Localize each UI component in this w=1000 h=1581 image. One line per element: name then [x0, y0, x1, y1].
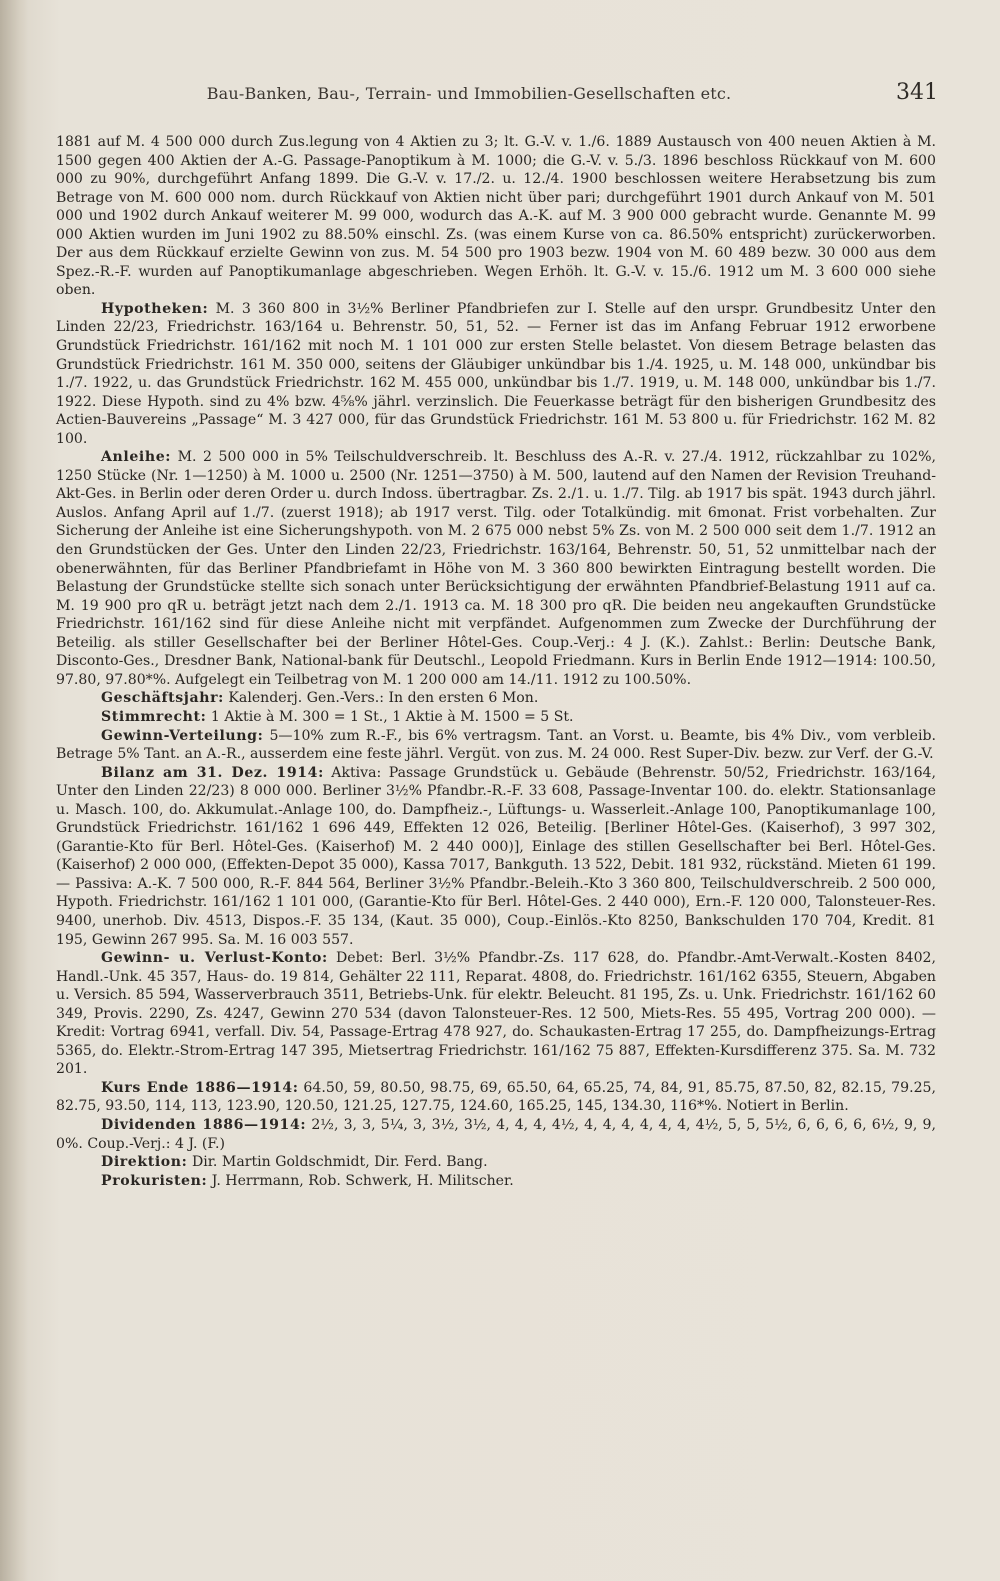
paragraph-text: 5—10% zum R.-F., bis 6% vertragsm. Tant. an Vorst. u. Beamte, bis 4% Div., vom verbleib. Betrage 5% Tant. an A.-R., ausserdem eine feste jährl. Vergüt. von zus. M. 24 000. Rest Super-Div. bezw. zur Verf. der G.-V. [56, 727, 937, 763]
paragraph-dividenden [56, 1116, 936, 1153]
paragraph-label: Anleihe: [101, 449, 172, 466]
paragraph-kurs [56, 1079, 936, 1116]
paragraph-hypotheken [56, 300, 936, 448]
paragraph-text: M. 3 360 800 in 3½% Berliner Pfandbriefen zur I. Stelle auf den urspr. Grundbesitz Unter den Linden 22/23, Friedrichstr. 163/164 u. Behrenstr. 50, 51, 52. — Ferner ist das im Anfang Februar 1912 erworbene Grundstück Friedrichstr. 161/162 mit noch M. 1 101 000 zur ersten Stelle belastet. Von diesem Betrage belasten das Grundstück Friedrichstr. 161 M. 350 000, seitens der Gläubiger unkündbar bis 1./4. 1925, u. M. 148 000, unkündbar bis 1./7. 1922, u. das Grundstück Friedrichstr. 162 M. 455 000, unkündbar bis 1./7. 1919, u. M. 148 000, unkündbar bis 1./7. 1922. Diese Hypoth. sind zu 4% bzw. 4⅝% jährl. verzinslich. Die Feuerkasse beträgt für den bisherigen Grundbesitz des Actien-Bauvereins „Passage“ M. 3 427 000, für das Grundstück Friedrichstr. 161 M. 53 800 u. für Friedrichstr. 162 M. 82 100. [56, 300, 936, 447]
paragraph-label: Prokuristen: [101, 1172, 208, 1189]
paragraph-label: Hypotheken: [101, 300, 209, 317]
page-header [60, 80, 938, 108]
paragraph-bilanz [56, 764, 936, 949]
text-body [56, 133, 936, 1190]
page-number: 341 [896, 80, 938, 105]
paragraph-label: Gewinn-Verteilung: [101, 727, 264, 744]
paragraph-text: Dir. Martin Goldschmidt, Dir. Ferd. Bang. [191, 1154, 488, 1171]
paragraph-text: 1881 auf M. 4 500 000 durch Zus.legung von 4 Aktien zu 3; lt. G.-V. v. 1./6. 1889 Austausch von 400 neuen Aktien à M. 1500 gegen 400 Aktien der A.-G. Passage-Panoptikum à M. 1000; die G.-V. v. 5./3. 1896 beschloss Rückkauf von M. 600 000 zu 90%, durchgeführt Anfang 1899. Die G.-V. v. 17./2. u. 12./4. 1900 beschlossen weitere Herabsetzung bis zum Betrage von M. 600 000 nom. durch Rückkauf von Aktien nicht über pari; durchgeführt 1901 durch Ankauf von M. 501 000 und 1902 durch Ankauf weiterer M. 99 000, wodurch das A.-K. auf M. 3 900 000 gebracht wurde. Genannte M. 99 000 Aktien wurden im Juni 1902 zu 88.50% einschl. Zs. (was einem Kurse von ca. 86.50% entspricht) zurückerworben. Der aus dem Rückkauf erzielte Gewinn von zus. M. 54 500 pro 1903 bezw. 1904 von M. 60 489 bezw. 30 000 aus dem Spez.-R.-F. wurden auf Panoptikumanlage abgeschrieben. Wegen Erhöh. lt. G.-V. v. 15./6. 1912 um M. 3 600 000 siehe oben. [56, 134, 936, 299]
running-title: Bau-Banken, Bau-, Terrain- und Immobilien-Gesellschaften etc. [206, 84, 732, 103]
paragraph-capital-history [56, 133, 936, 300]
paragraph-text: Kalenderj. Gen.-Vers.: In den ersten 6 Mon. [228, 690, 539, 707]
paragraph-label: Stimmrecht: [101, 708, 207, 725]
paragraph-direktion [56, 1153, 936, 1172]
paragraph-text: 1 Aktie à M. 300 = 1 St., 1 Aktie à M. 1500 = 5 St. [210, 708, 574, 725]
paragraph-label: Gewinn- u. Verlust-Konto: [101, 950, 328, 967]
paragraph-gewinn-verteilung [56, 727, 936, 764]
paragraph-label: Direktion: [101, 1154, 188, 1171]
paragraph-text: Aktiva: Passage Grundstück u. Gebäude (Behrenstr. 50/52, Friedrichstr. 163/164, Unter den Linden 22/23) 8 000 000. Berliner 3½% Pfandbr.-R.-F. 33 608, Passage-Inventar 100. do. elektr. Stationsanlage u. Masch. 100, do. Akkumulat.-Anlage 100, do. Dampfheiz.-, Lüftungs- u. Wasserleit.-Anlage 100, Panoptikumanlage 100, Grundstück Friedrichstr. 161/162 1 696 449, Effekten 12 026, Beteilig. [Berliner Hôtel-Ges. (Kaiserhof), 3 997 302, (Garantie-Kto für Berl. Hôtel-Ges. (Kaiserhof) M. 2 440 000)], Einlage des stillen Gesellschafter bei Berl. Hôtel-Ges. (Kaiserhof) 2 000 000, (Effekten-Depot 35 000), Kassa 7017, Bankguth. 13 522, Debit. 181 932, rückständ. Mieten 61 199. — Passiva: A.-K. 7 500 000, R.-F. 844 564, Berliner 3½% Pfandbr.-Beleih.-Kto 3 360 800, Teilschuldverschreib. 2 500 000, Hypoth. Friedrichstr. 161/162 1 101 000, (Garantie-Kto für Berl. Hôtel-Ges. 2 440 000), Ern.-F. 120 000, Talonsteuer-Res. 9400, unerhob. Div. 4513, Dispos.-F. 35 134, (Kaut. 35 000), Coup.-Einlös.-Kto 8250, Bankschulden 170 704, Kredit. 81 195, Gewinn 267 995. Sa. M. 16 003 557. [56, 764, 936, 948]
paragraph-text: 64.50, 59, 80.50, 98.75, 69, 65.50, 64, 65.25, 74, 84, 91, 85.75, 87.50, 82, 82.15, 79.25, 82.75, 93.50, 114, 113, 123.90, 120.50, 121.25, 127.75, 124.60, 165.25, 145, 134.30, 116*%. Notiert in Berlin. [56, 1079, 937, 1115]
paragraph-prokuristen [56, 1172, 936, 1191]
paragraph-label: Kurs Ende 1886—1914: [101, 1079, 299, 1096]
paragraph-stimmrecht [56, 708, 936, 727]
paragraph-geschaeftsjahr [56, 689, 936, 708]
paragraph-label: Bilanz am 31. Dez. 1914: [101, 764, 324, 781]
paragraph-text: J. Herrmann, Rob. Schwerk, H. Militscher. [211, 1172, 514, 1189]
paragraph-text: Debet: Berl. 3½% Pfandbr.-Zs. 117 628, do. Pfandbr.-Amt-Verwalt.-Kosten 8402, Handl.-Unk. 45 357, Haus- do. 19 814, Gehälter 22 111, Reparat. 4808, do. Friedrichstr. 161/162 6355, Steuern, Abgaben u. Versich. 85 594, Wasserverbrauch 3511, Betriebs-Unk. für elektr. Beleucht. 81 195, Zs. u. Unk. Friedrichstr. 161/162 60 349, Provis. 2290, Zs. 4247, Gewinn 270 534 (davon Talonsteuer-Res. 12 500, Miets-Res. 55 495, Vortrag 200 000). — Kredit: Vortrag 6941, verfall. Div. 54, Passage-Ertrag 478 927, do. Schaukasten-Ertrag 17 255, do. Dampfheizungs-Ertrag 5365, do. Elektr.-Strom-Ertrag 147 395, Mietsertrag Friedrichstr. 161/162 75 887, Effekten-Kursdifferenz 375. Sa. M. 732 201. [56, 950, 937, 1078]
paragraph-label: Geschäftsjahr: [101, 690, 224, 707]
paragraph-label: Dividenden 1886—1914: [101, 1116, 307, 1133]
paragraph-text: M. 2 500 000 in 5% Teilschuldverschreib. lt. Beschluss des A.-R. v. 27./4. 1912, rückzahlbar zu 102%, 1250 Stücke (Nr. 1—1250) à M. 1000 u. 2500 (Nr. 1251—3750) à M. 500, lautend auf den Namen der Revision Treuhand-Akt-Ges. in Berlin oder deren Order u. durch Indoss. übertragbar. Zs. 2./1. u. 1./7. Tilg. ab 1917 bis spät. 1943 durch jährl. Auslos. Anfang April auf 1./7. (zuerst 1918); ab 1917 verst. Tilg. oder Totalkündig. mit 6monat. Frist vorbehalten. Zur Sicherung der Anleihe ist eine Sicherungshypoth. von M. 2 675 000 nebst 5% Zs. von M. 2 500 000 seit dem 1./7. 1912 an den Grundstücken der Ges. Unter den Linden 22/23, Friedrichstr. 163/164, Behrenstr. 50, 51, 52 unmittelbar nach der obenerwähnten, für das Berliner Pfandbriefamt in Höhe von M. 3 360 800 bewirkten Eintragung bestellt worden. Die Belastung der Grundstücke stellte sich sonach unter Berücksichtigung der erwähnten Pfandbrief-Belastung 1911 auf ca. M. 19 900 pro qR u. beträgt jetzt nach dem 2./1. 1913 ca. M. 18 300 pro qR. Die beiden neu angekauften Grundstücke Friedrichstr. 161/162 sind für diese Anleihe nicht mit verpfändet. Aufgenommen zum Zwecke der Durchführung der Beteilig. als stiller Gesellschafter bei der Berliner Hôtel-Ges. Coup.-Verj.: 4 J. (K.). Zahlst.: Berlin: Deutsche Bank, Disconto-Ges., Dresdner Bank, National-bank für Deutschl., Leopold Friedmann. Kurs in Berlin Ende 1912—1914: 100.50, 97.80, 97.80*%. Aufgelegt ein Teilbetrag von M. 1 200 000 am 14./11. 1912 zu 100.50%. [56, 449, 936, 688]
paragraph-text: 2½, 3, 3, 5¼, 3, 3½, 3½, 4, 4, 4, 4½, 4, 4, 4, 4, 4, 4, 4½, 5, 5, 5½, 6, 6, 6, 6, 6½, 9, 9, 0%. Coup.-Verj.: 4 J. (F.) [56, 1116, 937, 1152]
paragraph-gewinn-verlust-konto [56, 949, 936, 1079]
book-spine-shadow [0, 0, 28, 1581]
paragraph-anleihe [56, 448, 936, 689]
